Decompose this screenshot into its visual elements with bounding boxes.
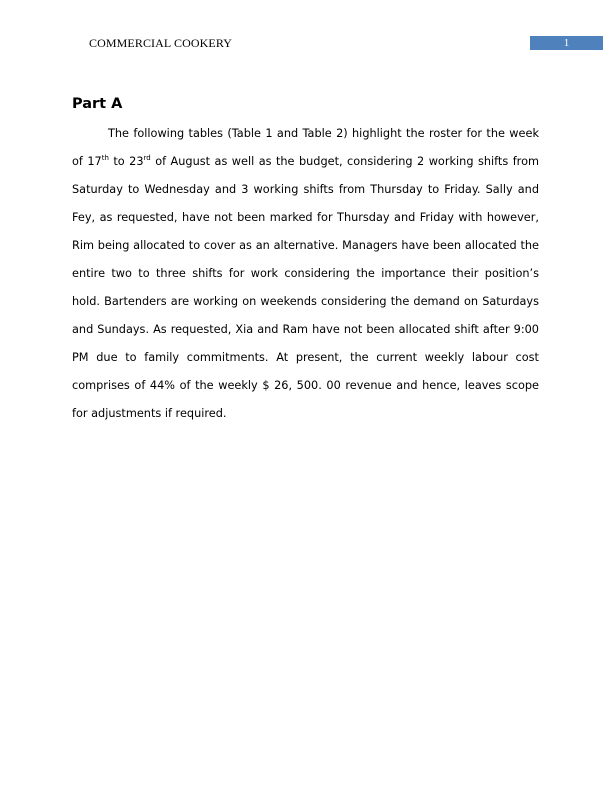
page-number: 1: [563, 37, 570, 49]
paragraph-text-2: to 23: [108, 155, 144, 168]
paragraph-text-1: The following tables (Table 1 and Table 2) highlight the roster for the week of 17: [72, 127, 539, 168]
page-number-badge: [530, 36, 603, 50]
paragraph-text-3: of August as well as the budget, considering 2 working shifts from Saturday to Wednesday and 3 working shifts from Thursday to Friday. Sally and Fey, as requested, have not been marked for Thursday and Friday with however, Rim being allocated to cover as an alternative. Managers have been allocated the entire two to three shifts for work considering the importance their position’s hold. Bartenders are working on weekends considering the demand on Saturdays and Sundays. As requested, Xia and Ram have not been allocated shift after 9:00 PM due to family commitments. At present, the current weekly labour cost comprises of 44% of the weekly $ 26, 500. 00 revenue and hence, leaves scope for adjustments if required.: [72, 155, 539, 420]
running-header-title: COMMERCIAL COOKERY: [89, 36, 233, 50]
section-heading: Part A: [72, 96, 123, 112]
ordinal-suffix-th: th: [101, 154, 109, 162]
ordinal-suffix-rd: rd: [143, 154, 151, 162]
body-paragraph: [72, 120, 539, 428]
